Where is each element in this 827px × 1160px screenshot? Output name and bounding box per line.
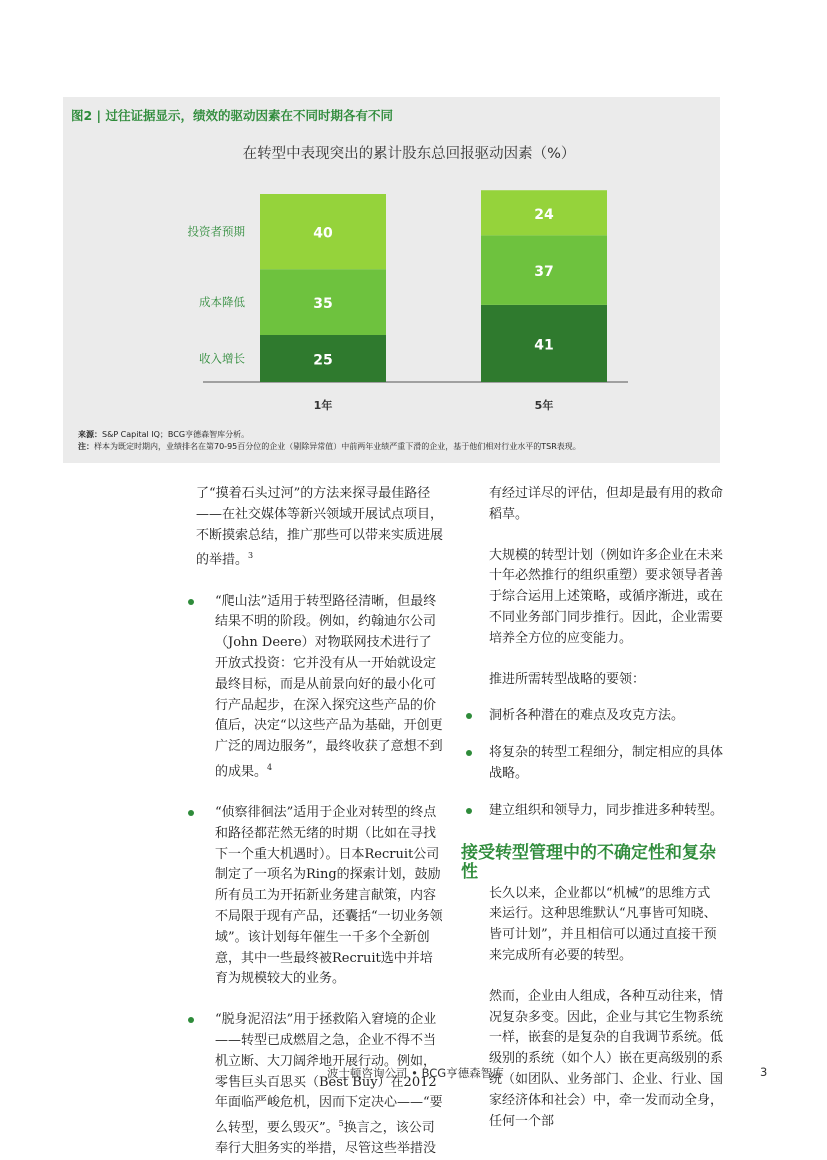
paragraph: 长久以来，企业都以“机械”的思维方式来运行。这种思维默认“凡事皆可知晓、皆可计划”，并且相信可以通过直接干预来完成所有必要的转型。 — [489, 885, 717, 963]
paragraph: 大规模的转型计划（例如许多企业在未来十年必然推行的组织重塑）要求领导者善于综合运用上述策略，或循序渐进，或在不同业务部门同步推行。因此，企业需要培养全方位的应变能力。 — [489, 547, 724, 646]
page-number: 3 — [760, 1065, 768, 1079]
x-tick-label: 1年 — [313, 399, 333, 412]
footnote-ref: 3 — [248, 551, 254, 561]
left-column — [168, 484, 444, 1160]
source-text: S&P Capital IQ；BCG亨德森智库分析。 — [102, 430, 250, 439]
bullet-text: “脱身泥沼法”用于拯救陷入窘境的企业——转型已成燃眉之急，企业不得不当机立断、大刀阔斧地开展行动。例如，零售巨头百思买（Best Buy）在2012年面临严峻危机，因而下定决心——“要么转型，要么毁灭”。 — [215, 1012, 443, 1136]
bullet-item — [461, 801, 723, 822]
figure-panel — [63, 97, 720, 463]
footnote-ref: 5 — [338, 1119, 344, 1129]
data-label: 37 — [534, 264, 554, 281]
data-label: 25 — [313, 352, 333, 369]
bullet-text: “爬山法”适用于转型路径清晰，但最终结果不明的阶段。例如，约翰迪尔公司（John Deere）对物联网技术进行了开放式投资：它并没有从一开始就设定最终目标，而是从前景向好的最小化可行产品起步，在深入探究这些产品的价值后，决定“以这些产品为基础，开创更广泛的周边服务”，最终收获了意想不到的成果。 — [215, 593, 443, 780]
figure-title: 图2 | 过往证据显示，绩效的驱动因素在不同时期各有不同 — [71, 108, 393, 123]
right-column — [461, 484, 723, 1132]
source-line — [78, 429, 718, 441]
legend-label: 投资者预期 — [187, 224, 245, 239]
section-heading: 接受转型管理中的不确定性和复杂性 — [461, 842, 716, 882]
bullet-icon — [466, 808, 472, 814]
stacked-bar-chart — [63, 97, 720, 427]
bullet-icon — [466, 713, 472, 719]
footer-text: 波士顿咨询公司 • BCG亨德森智库 — [327, 1066, 504, 1080]
legend-label: 收入增长 — [199, 351, 245, 366]
chart-title: 在转型中表现突出的累计股东总回报驱动因素（%） — [242, 146, 576, 162]
bullet-text: 将复杂的转型工程细分，制定相应的具体战略。 — [489, 745, 724, 781]
bullet-icon — [188, 599, 194, 605]
bullet-text: “侦察徘徊法”适用于企业对转型的终点和路径都茫然无绪的时期（比如在寻找下一个重大机遇时）。日本Recruit公司制定了一项名为Ring的探索计划，鼓励所有员工为开拓新业务建言献策，内容不局限于现有产品，还囊括“一切业务领域”。该计划每年催生一千多个全新创意，其中一些最终被Recruit选中并培育为规模较大的业务。 — [215, 805, 443, 987]
data-label: 24 — [534, 206, 554, 223]
legend-label: 成本降低 — [199, 295, 245, 310]
data-label: 35 — [313, 296, 333, 313]
data-label: 41 — [534, 337, 554, 354]
bullet-icon — [466, 750, 472, 756]
paragraph — [168, 484, 444, 572]
note-text: 样本为既定时期内，业绩排名在第70-95百分位的企业（剔除异常值）中前两年业绩严重下滑的企业，基于他们相对行业水平的TSR表现。 — [94, 442, 581, 451]
bullet-icon — [188, 810, 194, 816]
page-footer — [0, 1065, 827, 1085]
x-tick-label: 5年 — [534, 399, 554, 412]
bullet-text: 建立组织和领导力，同步推进多种转型。 — [489, 802, 724, 818]
paragraph: 推进所需转型战略的要领： — [489, 671, 646, 687]
note-line — [78, 441, 718, 453]
paragraph-text: 了“摸着石头过河”的方法来探寻最佳路径——在社交媒体等新兴领域开展试点项目，不断摸索总结，推广那些可以带来实质进展的举措。 — [196, 486, 444, 568]
bullet-text-continued: 换言之，该公司奉行大胆务实的举措，尽管这些举措没 — [215, 1120, 437, 1157]
paragraph: 有经过详尽的评估，但却是最有用的救命稻草。 — [489, 486, 724, 522]
bullet-item — [461, 743, 723, 785]
paragraph: 然而，企业由人组成，各种互动往来，情况复杂多变。因此，企业与其它生物系统一样，嵌套的是复杂的自我调节系统。低级别的系统（如个人）嵌在更高级别的系统（如团队、业务部门、企业、行业、国家经济体和社会）中，牵一发而动全身，任何一个部 — [489, 988, 724, 1129]
data-label: 40 — [313, 225, 333, 242]
bullet-item — [168, 803, 444, 990]
bullet-item — [168, 1010, 444, 1160]
source-label: 来源： — [78, 430, 102, 439]
bullet-icon — [188, 1017, 194, 1023]
bullet-item — [461, 706, 723, 727]
bullet-text: 洞析各种潜在的难点及攻克方法。 — [489, 708, 685, 724]
figure-notes — [78, 429, 718, 453]
note-label: 注： — [78, 442, 94, 451]
bullet-item — [168, 592, 444, 784]
footnote-ref: 4 — [267, 762, 273, 772]
